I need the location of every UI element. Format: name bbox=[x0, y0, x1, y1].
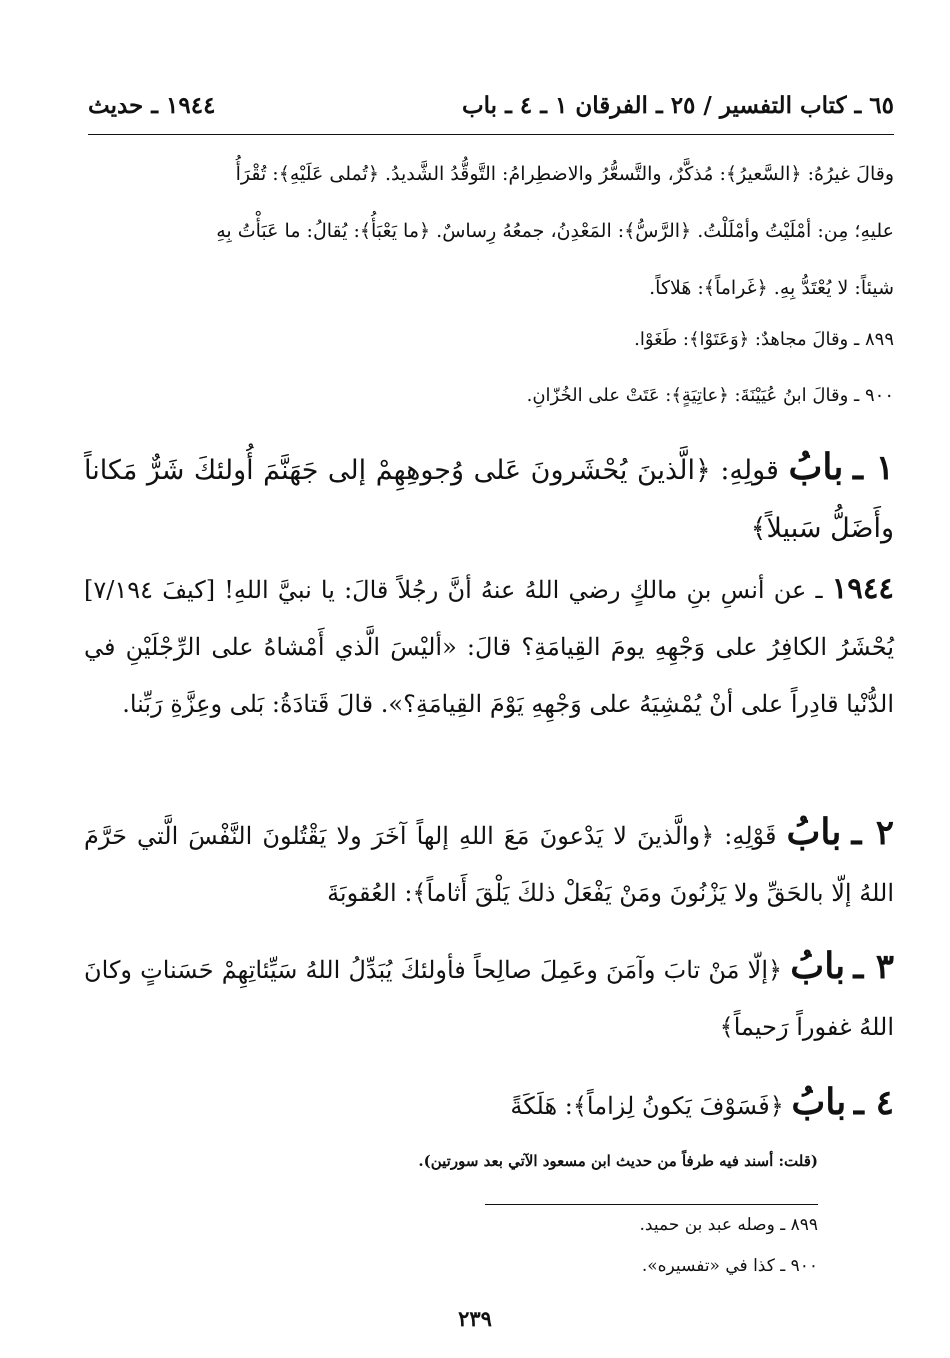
bab-3-heading: بابُ bbox=[790, 945, 846, 987]
intro-line-3: شيئاً: لا يُعْتَدُّ بِهِ. ﴿غَراماً﴾: هَلاكاً. bbox=[649, 277, 894, 299]
hadith-1944 bbox=[84, 560, 894, 733]
bab-2-text: قَوْلِهِ: ﴿والَّذينَ لا يَدْعونَ مَعَ اللهِ إلهاً آخَرَ ولا يَقْتُلونَ النَّفْسَ الَّتي حَرَّمَ اللهُ إلّا بالحَقِّ ولا يَزْنُونَ ومَنْ يَفْعَلْ ذلكَ يَلْقَ أَثاماً﴾: العُقوبَةَ bbox=[84, 822, 894, 907]
bab-1-text: قولِهِ: ﴿الَّذينَ يُحْشَرونَ عَلى وُجوهِهِمْ إلى جَهَنَّمَ أُولئكَ شَرٌّ مَكاناً وأَضَلُّ سَبيلاً﴾ bbox=[84, 455, 894, 544]
hadith-text: ـ عن أنسِ بنِ مالكٍ رضي اللهُ عنهُ أنَّ رجُلاً قالَ: يا نبيَّ اللهِ! [كيفَ ٧/١٩٤] يُحْشَرُ الكافِرُ على وَجْهِهِ يومَ القِيامَةِ؟ قالَ: «أليْسَ الَّذي أَمْشاهُ على الرِّجْلَيْنِ في الدُّنْيا قادِراً على أنْ يُمْشِيَهُ على وَجْهِهِ يَوْمَ القِيامَةِ؟». قالَ قَتادَةُ: بَلى وعِزَّةِ رَبِّنا. bbox=[84, 576, 894, 718]
bab-1 bbox=[84, 438, 894, 558]
header-chapter: ٦٥ ـ كتاب التفسير / ٢٥ ـ الفرقان ١ ـ ٤ ـ باب bbox=[462, 92, 894, 119]
bab-2-heading: بابُ bbox=[786, 811, 842, 853]
bab-4-text: ﴿فَسَوْفَ يَكونُ لِزاماً﴾: هَلَكَةً bbox=[510, 1092, 784, 1120]
page-number: ٢٣٩ bbox=[458, 1306, 492, 1331]
intro-paragraph bbox=[84, 146, 894, 317]
header-hadith-number: ١٩٤٤ ـ حديث bbox=[88, 92, 216, 119]
bab-1-number: ١ ـ bbox=[852, 448, 894, 488]
intro-line-1: وقالَ غيرُهُ: ﴿السَّعيرُ﴾: مُذكَّرٌ، والتَّسعُّرُ والاضطِرامُ: التَّوقُّدُ الشَّديدُ. ﴿تُملى عَلَيْهِ﴾: تُقْرَأُ bbox=[235, 163, 894, 185]
hadith-number: ١٩٤٤ bbox=[831, 571, 894, 605]
footnote-900: ٩٠٠ ـ كذا في «تفسيره». bbox=[641, 1256, 818, 1276]
running-header bbox=[88, 88, 894, 128]
bab-4-number: ٤ ـ bbox=[853, 1083, 894, 1123]
bab-2 bbox=[84, 804, 894, 922]
editor-note: (قلت: أسند فيه طرفاً من حديث ابن مسعود الآتي بعد سورتين). bbox=[418, 1152, 818, 1170]
bab-4 bbox=[374, 1074, 894, 1134]
note-899: ٨٩٩ ـ وقالَ مجاهدٌ: ﴿وَعَتَوْا﴾: طَغَوْا. bbox=[634, 329, 894, 350]
footnote-899: ٨٩٩ ـ وصله عبد بن حميد. bbox=[639, 1215, 818, 1235]
bab-4-heading: بابُ bbox=[791, 1081, 847, 1123]
header-rule bbox=[88, 134, 894, 135]
bab-2-number: ٢ ـ bbox=[851, 813, 894, 853]
bab-3-text: ﴿إلّا مَنْ تابَ وآمَنَ وعَمِلَ صالِحاً فأولئكَ يُبَدِّلُ اللهُ سَيِّئاتِهِمْ حَسَناتٍ وكانَ اللهُ غفوراً رَحيماً﴾ bbox=[84, 956, 894, 1041]
intro-line-2: عليهِ؛ مِن: أمْلَيْتُ وأمْلَلْتُ. ﴿الرَّسُّ﴾: المَعْدِنُ، جمعُهُ رِساسٌ. ﴿ما يَعْبَأُ﴾: يُقالُ: ما عَبَأْتُ بِهِ bbox=[216, 220, 894, 242]
footnote-rule bbox=[485, 1204, 818, 1205]
bab-1-heading: بابُ bbox=[788, 446, 844, 488]
note-900: ٩٠٠ ـ وقالَ ابنُ عُيَيْنَةَ: ﴿عاتِيَةٍ﴾: عَتَتْ على الخُزّانِ. bbox=[526, 385, 894, 406]
bab-3 bbox=[84, 938, 894, 1056]
bab-3-number: ٣ ـ bbox=[853, 947, 894, 987]
